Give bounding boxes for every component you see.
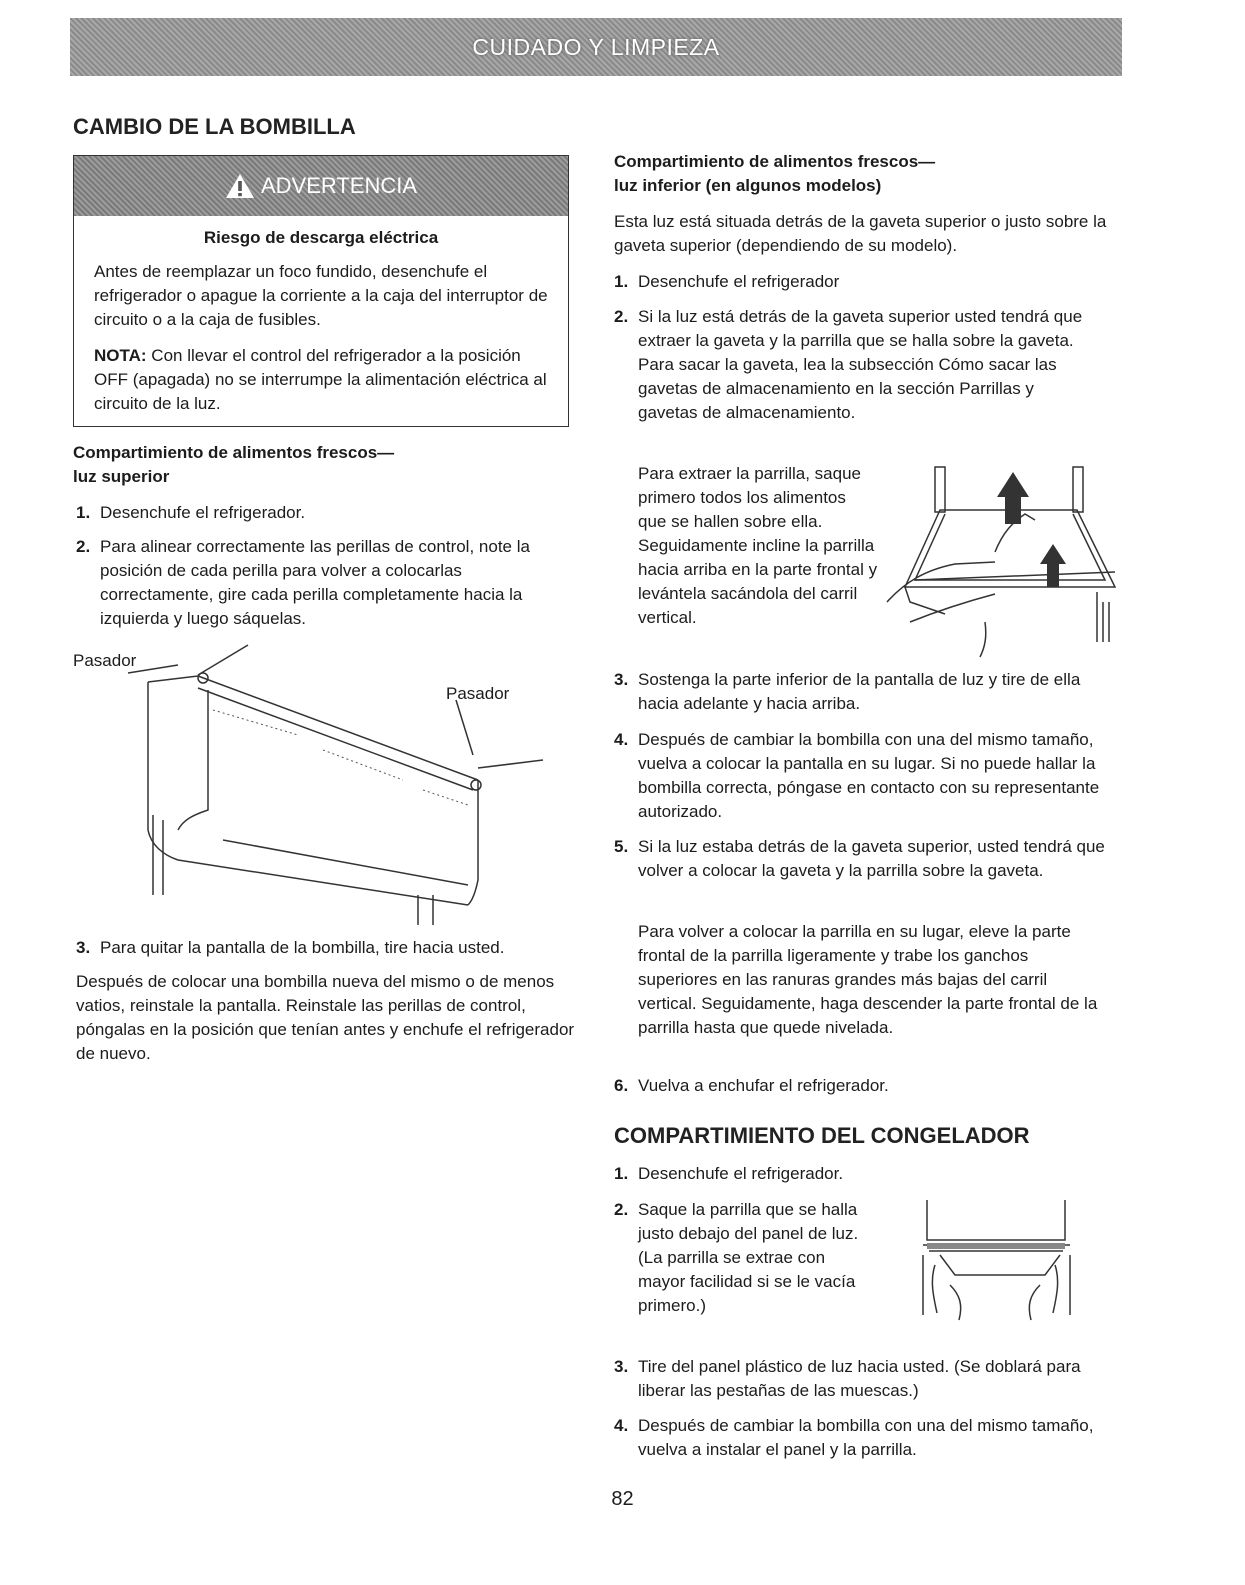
warning-subtitle: Riesgo de descarga eléctrica bbox=[203, 228, 439, 247]
step-text: Sostenga la parte inferior de la pantalla de luz y tire de ella hacia adelante y hacia arriba. bbox=[638, 670, 1081, 713]
step-number: 5. bbox=[614, 837, 629, 856]
lower-light-intro: Esta luz está situada detrás de la gaveta superior o justo sobre la gaveta superior (dependiendo de su modelo). bbox=[614, 212, 1107, 255]
step-number: 2. bbox=[614, 1200, 629, 1219]
closing-paragraph: Después de colocar una bombilla nueva del mismo o de menos vatios, reinstale la pantalla. Reinstale las perillas de control, póngalas en la posición que tenían antes y enchufe el refrigerador de nuevo. bbox=[76, 972, 575, 1063]
step-text: Tire del panel plástico de luz hacia usted. (Se doblará para liberar las pestañas de las muescas.) bbox=[638, 1357, 1081, 1400]
list-item bbox=[614, 728, 1108, 824]
step-number: 6. bbox=[614, 1076, 629, 1095]
step-text: Saque la parrilla que se halla justo debajo del panel de luz. (La parrilla se extrae con mayor facilidad si se le vacía primero.) bbox=[638, 1200, 859, 1315]
step-text: Para quitar la pantalla de la bombilla, tire hacia usted. bbox=[100, 938, 505, 957]
step-text: Para alinear correctamente las perillas de control, note la posición de cada perilla para volver a colocarlas correctamente, gire cada perilla completamente hacia la izquierda y luego sáquelas. bbox=[100, 537, 530, 628]
list-item bbox=[76, 936, 580, 960]
step-number: 4. bbox=[614, 730, 629, 749]
list-item bbox=[614, 1414, 1108, 1462]
page-title: CAMBIO DE LA BOMBILLA bbox=[73, 114, 356, 139]
list-item bbox=[614, 1074, 1108, 1098]
step-number: 3. bbox=[614, 1357, 629, 1376]
upper-light-heading-line2: luz superior bbox=[73, 467, 170, 486]
page-number: 82 bbox=[611, 1488, 634, 1510]
list-item bbox=[76, 501, 560, 525]
list-item bbox=[614, 668, 1123, 716]
step-number: 4. bbox=[614, 1416, 629, 1435]
step-number: 1. bbox=[614, 1164, 629, 1183]
step-text: Desenchufe el refrigerador bbox=[638, 272, 840, 291]
warning-box bbox=[73, 155, 569, 427]
step-text: Desenchufe el refrigerador. bbox=[100, 503, 306, 522]
lower-light-heading-line2: luz inferior (en algunos modelos) bbox=[614, 176, 882, 195]
step-text: Si la luz está detrás de la gaveta superior usted tendrá que extraer la gaveta y la parrilla que se halla sobre la gaveta. Para sacar la gaveta, lea la subsección Cómo sacar las gavetas de almacenamiento en la sección Parrillas y gavetas de almacenamiento. bbox=[638, 307, 1083, 422]
upper-light-heading bbox=[73, 441, 553, 489]
note-text: Con llevar el control del refrigerador a la posición OFF (apagada) no se interrumpe la alimentación eléctrica al circuito de la luz. bbox=[94, 346, 547, 413]
step-text: Después de cambiar la bombilla con una del mismo tamaño, vuelva a instalar el panel y la parrilla. bbox=[638, 1416, 1094, 1459]
banner-title: CUIDADO Y LIMPIEZA bbox=[472, 33, 720, 60]
step-number: 1. bbox=[76, 503, 91, 522]
figure-label-right: Pasador bbox=[446, 684, 510, 703]
shelf-extract-paragraph: Para extraer la parrilla, saque primero todos los alimentos que se hallen sobre ella. Seguidamente incline la parrilla hacia arriba en la parte frontal y levántela sacándola del carril vertical. bbox=[638, 464, 878, 627]
upper-light-heading-line1: Compartimiento de alimentos frescos— bbox=[73, 443, 395, 462]
step-number: 2. bbox=[614, 307, 629, 326]
step-number: 2. bbox=[76, 537, 91, 556]
warning-note bbox=[94, 344, 548, 416]
light-shield-illustration bbox=[73, 640, 573, 925]
step-text: Después de cambiar la bombilla con una del mismo tamaño, vuelva a colocar la pantalla en su lugar. Si no puede hallar la bombilla correcta, póngase en contacto con su representante autorizado. bbox=[638, 730, 1100, 821]
warning-triangle-icon bbox=[225, 173, 255, 199]
list-item bbox=[614, 270, 1118, 294]
warning-header bbox=[74, 156, 568, 216]
step-number: 3. bbox=[76, 938, 91, 957]
list-item bbox=[76, 535, 570, 631]
shelf-removal-illustration bbox=[885, 462, 1125, 662]
step-text: Vuelva a enchufar el refrigerador. bbox=[638, 1076, 889, 1095]
step-number: 3. bbox=[614, 670, 629, 689]
warning-text: Antes de reemplazar un foco fundido, desenchufe el refrigerador o apague la corriente a la caja del interruptor de circuito o a la caja de fusibles. bbox=[94, 262, 548, 329]
note-label: NOTA: bbox=[94, 346, 147, 365]
list-item bbox=[614, 835, 1108, 883]
section-banner bbox=[70, 18, 1122, 76]
lower-light-heading bbox=[614, 150, 1114, 198]
list-item bbox=[614, 1162, 1108, 1186]
step-text: Si la luz estaba detrás de la gaveta superior, usted tendrá que volver a colocar la gaveta y la parrilla sobre la gaveta. bbox=[638, 837, 1105, 880]
freezer-title: COMPARTIMIENTO DEL CONGELADOR bbox=[614, 1123, 1030, 1148]
list-item bbox=[614, 305, 1093, 425]
warning-label: ADVERTENCIA bbox=[260, 173, 418, 198]
step-text: Desenchufe el refrigerador. bbox=[638, 1164, 844, 1183]
figure-label-left: Pasador bbox=[73, 651, 137, 670]
freezer-panel-illustration bbox=[915, 1195, 1080, 1325]
list-item bbox=[614, 1198, 868, 1318]
shelf-replace-paragraph: Para volver a colocar la parrilla en su lugar, eleve la parte frontal de la parrilla ligeramente y trabe los ganchos superiores en las ranuras grandes más bajas del carril vertical. Seguidamente, haga descender la parte frontal de la parrilla hasta que quede nivelada. bbox=[638, 922, 1098, 1037]
lower-light-heading-line1: Compartimiento de alimentos frescos— bbox=[614, 152, 936, 171]
step-number: 1. bbox=[614, 272, 629, 291]
list-item bbox=[614, 1355, 1123, 1403]
